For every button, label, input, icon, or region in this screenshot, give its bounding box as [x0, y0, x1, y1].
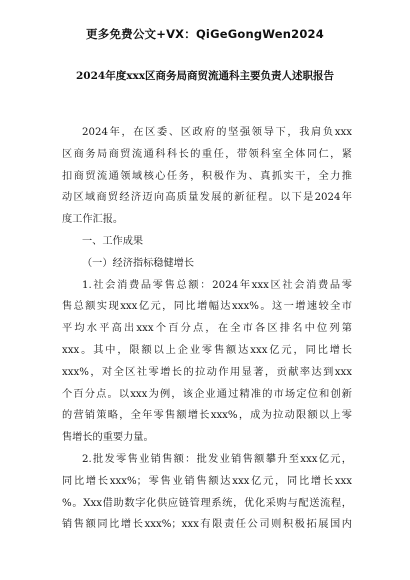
document-title: 2024年度xxx区商务局商贸流通科主要负责人述职报告	[75, 70, 334, 82]
body-line: 同比增长xxx%；零售业销售额达xxx亿元，同比增长xxx	[62, 475, 352, 487]
body-line: 售增长的重要力量。	[62, 432, 154, 444]
body-line: xxx。其中，限额以上企业零售额达xxx亿元，同比增长	[62, 344, 352, 356]
body-line: 动区域商贸经济迈向高质量发展的新征程。以下是2024年	[62, 192, 352, 204]
body-line: xxx%，对全区社零增长的拉动作用显著，贡献率达到xxx	[62, 366, 352, 378]
body-line: 售总额实现xxx亿元，同比增幅达xxx%。这一增速较全市	[62, 301, 352, 313]
body-line: 2024年，在区委、区政府的坚强领导下，我肩负xxx	[82, 127, 352, 138]
body-line: 区商务局商贸流通科科长的重任，带领科室全体同仁，紧	[62, 148, 352, 160]
body-line: （一）经济指标稳健增长	[82, 257, 195, 269]
body-line: 平均水平高出xxx个百分点，在全市各区排名中位列第	[62, 323, 352, 335]
body-line: 的营销策略，全年零售额增长xxx%，成为拉动限额以上零	[62, 410, 352, 422]
body-line: 销售额同比增长xxx%；xxx有限责任公司则积极拓展国内	[62, 519, 352, 531]
promo-banner: 更多免费公文+VX：QiGeGongWen2024	[86, 27, 324, 41]
body-line: %。Xxx借助数字化供应链管理系统，优化采购与配送流程，	[62, 497, 352, 509]
body-line: 扣商贸流通领域核心任务，积极作为、真抓实干，全力推	[62, 170, 352, 182]
body-line: 一、工作成果	[82, 235, 144, 247]
body-line: 个百分点。以xxx为例，该企业通过精准的市场定位和创新	[62, 388, 352, 400]
document-body	[62, 122, 352, 536]
body-line: 度工作汇报。	[62, 214, 124, 226]
body-line: 1.社会消费品零售总额：2024年xxx区社会消费品零	[82, 279, 352, 291]
body-line: 2.批发零售业销售额：批发业销售额攀升至xxx亿元，	[82, 453, 352, 465]
